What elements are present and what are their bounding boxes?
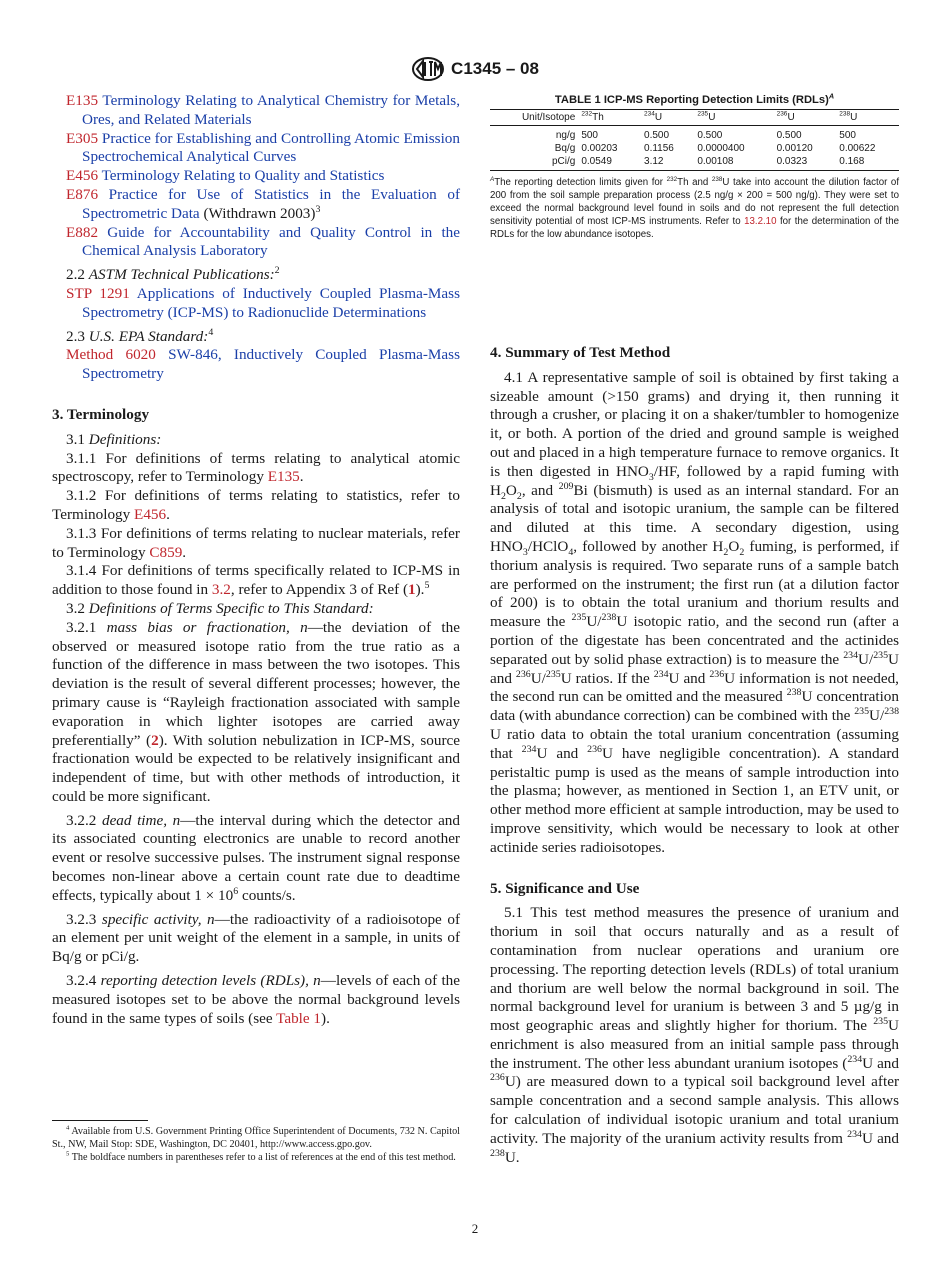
term: dead time, n (101, 811, 181, 829)
table-cell: 0.00108 (694, 155, 773, 171)
link-table-1[interactable]: Table 1 (276, 1009, 322, 1027)
section-title: Definitions: (88, 430, 162, 448)
rdl-table (490, 109, 899, 171)
table-cell: 0.500 (776, 130, 802, 141)
para-text: . (299, 468, 304, 486)
section-num: 3.2.3 (66, 910, 97, 928)
left-column (52, 92, 460, 1028)
note-text: The reporting detection limits given for (494, 177, 667, 188)
ref-code[interactable]: STP 1291 (66, 284, 130, 302)
isotope-mass: 235 (873, 649, 889, 661)
link-c859[interactable]: C859 (149, 543, 183, 561)
isotope-mass: 236 (587, 743, 602, 755)
section-3-1-3 (52, 525, 460, 563)
table-cell: 0.500 (644, 130, 670, 141)
link-3-2[interactable]: 3.2 (211, 581, 231, 599)
subscript: 2 (739, 547, 745, 558)
page-header (0, 56, 950, 82)
section-num: 3.2 (66, 599, 85, 617)
footnote-rule (52, 1120, 148, 1121)
footnote-4 (52, 1125, 460, 1151)
caption-text: TABLE 1 ICP-MS Reporting Detection Limits (RDLs) (554, 94, 829, 106)
section-heading-5: 5. Significance and Use (490, 879, 640, 897)
ref-e882 (52, 224, 460, 262)
row-unit: Bq/g (554, 143, 576, 154)
ref-stp (52, 285, 460, 323)
para-text: U and (861, 1129, 899, 1147)
isotope-mass: 236 (490, 1072, 505, 1084)
col-header (578, 110, 641, 126)
subscript: 2 (500, 490, 506, 502)
para-text: 5.1 This test method measures the presence of uranium and thorium in soil that occurs naturally and as a result of contamination from nuclear operations and uranium ore processing. The reporting detection levels (RDLs) of total uranium and thorium are well below the normal background in soil. The normal background level for uranium is between 3 and 5 µg/g in most geographic areas and slightly higher for thorium. The (490, 904, 899, 1035)
isotope-mass: 232 (666, 175, 678, 183)
para-text: /HF, followed by a rapid fuming with H (490, 462, 899, 499)
section-num: 3.2.4 (66, 972, 97, 990)
page-number: 2 (471, 1221, 479, 1236)
link-e135[interactable]: E135 (267, 468, 300, 486)
para-text: /HClO (527, 537, 569, 555)
section-3-2-4 (52, 972, 460, 1028)
table-cell: 0.0323 (774, 155, 837, 171)
table-cell: 500 (581, 130, 598, 141)
para-text: counts/s. (238, 886, 296, 904)
section-title: ASTM Technical Publications: (88, 266, 275, 284)
col-header (836, 110, 899, 126)
section-4-1 (490, 369, 899, 858)
section-num: 2.2 (66, 266, 85, 284)
para-text: U information is not needed, the second run can be omitted and the measured (490, 669, 899, 706)
col-header (641, 110, 694, 126)
para-text: Bi (bismuth) is used as an internal standard. For an analysis of total and isotopic uranium, the sample can be filtered and diluted at this time. A secondary digestion, using HNO (490, 481, 899, 555)
ref-e305 (52, 130, 460, 168)
para-text: U ratio data to obtain the total uranium concentration (assuming that (490, 725, 899, 762)
ref-code[interactable]: E456 (66, 167, 99, 185)
term: reporting detection levels (RDLs), n (100, 972, 321, 990)
ref-link-1[interactable]: 1 (408, 581, 416, 599)
section-2-3 (52, 328, 460, 347)
ref-epa (52, 346, 460, 384)
astm-logo-icon (411, 56, 445, 82)
para-text: U concentration data (with abundance correction) can be combined with the (490, 688, 899, 725)
term: specific activity, n (101, 910, 215, 928)
para-text: 3.1.3 For definitions of terms relating to nuclear materials, refer to Terminology (52, 524, 460, 561)
para-text: 3.1.2 For definitions of terms relating to statistics, refer to Terminology (52, 487, 460, 523)
isotope-mass: 235 (873, 1016, 889, 1028)
para-text: U/ (858, 650, 874, 668)
isotope-mass: 236 (709, 668, 725, 680)
section-title: U.S. EPA Standard: (88, 327, 209, 345)
para-text: ). (415, 581, 425, 599)
para-text: , and (521, 481, 559, 499)
footnote-num: 5 (66, 1150, 70, 1158)
col-header (694, 110, 773, 126)
section-3-2 (52, 600, 460, 619)
para-text: , followed by another H (573, 537, 724, 555)
isotope-mass: 209 (558, 480, 574, 492)
table-cell: 3.12 (641, 155, 694, 171)
para-text: U and (862, 1054, 899, 1072)
link-e456[interactable]: E456 (134, 505, 167, 523)
isotope-mass: 236 (776, 110, 788, 118)
table-row (490, 155, 899, 171)
footnotes (52, 1120, 460, 1164)
section-num: 3.1 (66, 430, 85, 448)
para-text: U ratios. If the (560, 669, 654, 687)
table-cell: 0.500 (697, 130, 723, 141)
section-3-2-3 (52, 911, 460, 967)
section-num: 3.2.1 (66, 618, 97, 636)
para-text: U) are measured down to a typical soil background level after sample concentration and a second sample analysis. This allows for calculation of individual isotopic uranium and total uranium activity. The majority of the uranium activity results from (490, 1073, 899, 1147)
para-text: U and (536, 744, 588, 762)
para-text: O (505, 481, 517, 499)
para-text: . (182, 543, 187, 561)
isotope-mass: 238 (711, 175, 723, 183)
para-text: U isotopic ratio, and the second run (after a portion of the digestate has been concentrated and the actinides separated out by solid phase extraction) is to measure the (490, 613, 899, 668)
para-text: ). (321, 1009, 330, 1027)
para-text: —levels of each of the measured isotopes set to be above the normal background levels found in the same types of soils (see (52, 972, 461, 1027)
isotope-element: U (787, 112, 795, 123)
subscript: 3 (522, 547, 528, 558)
col-header (774, 110, 837, 126)
ref-e135 (52, 92, 460, 130)
exponent: 6 (233, 885, 239, 897)
isotope-mass: 238 (884, 706, 899, 718)
isotope-mass: 234 (847, 1128, 862, 1140)
isotope-mass: 234 (521, 743, 537, 755)
link-13-2-10[interactable]: 13.2.10 (744, 216, 777, 227)
subscript: 2 (723, 547, 729, 558)
ref-title[interactable]: Terminology Relating to Analytical Chemistry for Metals, Ores, and Related Materials (82, 92, 460, 128)
right-column (490, 344, 899, 1167)
table-cell: 0.168 (836, 155, 899, 171)
isotope-mass: 238 (839, 110, 851, 118)
footnote-mark: 3 (315, 203, 321, 215)
para-text: ). With solution nebulization in ICP-MS, source fractionation would be expected to be relatively insignificant and independent of time, but with other methods of introduction, it could be more significant. (52, 731, 460, 805)
ref-link-2[interactable]: 2 (151, 731, 159, 749)
section-3-2-2 (52, 812, 460, 906)
row-unit: ng/g (555, 130, 576, 141)
table-cell: 500 (839, 130, 856, 141)
para-text: U enrichment is also measured from an initial sample pass through the instrument. The other less abundant uranium isotopes ( (490, 1017, 899, 1072)
section-3-1-2 (52, 487, 460, 525)
subscript: 3 (648, 471, 654, 483)
footnote-5 (52, 1151, 460, 1164)
footnote-mark: 4 (208, 326, 214, 338)
para-text: —the interval during which the detector and its associated counting electronics are unable to record another event or resolve successive pulses. The instrument signal response becomes non-linear above a certain count rate due to deadtime effects, typically about 1 × 10 (52, 811, 460, 904)
row-unit: pCi/g (490, 155, 578, 171)
footnote-text: Available from U.S. Government Printing Office Superintendent of Documents, 732 N. Capitol St., NW, Mail Stop: SDE, Washington, DC 20401, http://www.access.gpo.gov. (52, 1126, 461, 1150)
section-title: Definitions of Terms Specific to This Standard: (88, 599, 374, 617)
isotope-mass: 234 (847, 1053, 863, 1065)
note-text: Th and (677, 177, 712, 188)
para-text: U/ (869, 707, 885, 725)
isotope-mass: 235 (854, 706, 869, 718)
isotope-mass: 234 (843, 649, 859, 661)
footnote-text: The boldface numbers in parentheses refer to a list of references at the end of this test method. (71, 1152, 456, 1163)
para-text: U and (668, 669, 710, 687)
table-cell: 0.0000400 (697, 143, 745, 154)
ref-title[interactable]: Guide for Accountability and Quality Control in the Chemical Analysis Laboratory (82, 223, 460, 260)
section-heading-3: 3. Terminology (52, 405, 150, 423)
para-text: fuming, is performed, if thorium analysis is required. Two separate runs of a sample batch are performed on the instrument; the first run (at a dilution factor of 200) is to obtain the total uranium and thorium results and measure the (490, 537, 899, 631)
section-heading-4: 4. Summary of Test Method (490, 344, 671, 361)
table-cell: 0.1156 (644, 143, 674, 154)
note-text: U take into account the dilution factor of 200 from the soil sample preparation process (2.5 ng/g × 200 = 500 ng/g). They were set to exceed the normal background level found in soils and do not represent the full detection sensitivity potential of most ICP-MS instruments. Refer to (490, 177, 900, 227)
col-header: Unit/Isotope (490, 110, 578, 126)
table-note (490, 176, 899, 241)
isotope-mass: 235 (545, 668, 561, 680)
para-text: 3.1.4 For definitions of terms specifically related to ICP-MS in addition to those found in (52, 562, 460, 599)
ref-title[interactable]: Applications of Inductively Coupled Plasma-Mass Spectrometry (ICP-MS) to Radionuclide Determinations (82, 284, 460, 321)
section-3-2-1 (52, 619, 460, 807)
ref-title[interactable]: Practice for Use of Statistics in the Evaluation of Spectrometric Data (82, 185, 461, 222)
caption-note-mark: A (828, 91, 835, 101)
footnote-num: 4 (66, 1124, 70, 1132)
term: mass bias or fractionation, n (106, 618, 308, 636)
section-num: 3.2.2 (66, 811, 97, 829)
ref-code[interactable]: E135 (66, 92, 99, 109)
note-text: for the determination of the RDLs for the low abundance isotopes. (490, 216, 899, 240)
isotope-element: U (850, 112, 858, 123)
para-text: 3.1.1 For definitions of terms relating to analytical atomic spectroscopy, refer to Terminology (52, 449, 460, 486)
para-text: U/ (530, 669, 546, 687)
ref-note: (Withdrawn 2003) (199, 204, 316, 222)
isotope-mass: 238 (601, 612, 617, 624)
ref-code[interactable]: E882 (66, 223, 99, 241)
ref-title[interactable]: Practice for Establishing and Controlling Atomic Emission Spectrochemical Analytical Curves (82, 129, 460, 166)
table-row (490, 126, 899, 143)
subscript: 2 (516, 490, 522, 502)
table-header-row (490, 110, 899, 126)
para-text: U/ (586, 613, 602, 631)
isotope-element: U (654, 112, 663, 123)
ref-e456 (52, 167, 460, 186)
section-3-1 (52, 431, 460, 450)
isotope-mass: 238 (786, 687, 802, 699)
isotope-mass: 235 (571, 612, 587, 624)
section-num: 2.3 (66, 327, 85, 345)
ref-e876 (52, 186, 460, 224)
note-label: A (490, 175, 495, 183)
ref-title[interactable]: Terminology Relating to Quality and Statistics (101, 167, 385, 185)
table-row (490, 142, 899, 155)
para-text: U and (490, 650, 899, 687)
subscript: 4 (568, 547, 574, 558)
ref-code[interactable]: E305 (66, 129, 99, 147)
table-cell: 0.00120 (776, 143, 813, 154)
table-cell: 0.00203 (581, 143, 618, 154)
para-text: 4.1 A representative sample of soil is obtained by first taking a sizeable amount (>150 grams) and drying it, then running it through a crusher, or placing it on a shaker/tumbler to homogenize it, or both. A portion of the dried and ground sample is weighed out and placed in a high temperature furnace to remove organics. It is then digested in HNO (490, 368, 899, 480)
isotope-mass: 236 (515, 668, 531, 680)
para-text: U. (504, 1148, 520, 1166)
isotope-element: U (708, 112, 716, 123)
isotope-mass: 238 (490, 1147, 505, 1159)
para-text: —the radioactivity of a radioisotope of an element per unit weight of the element in a sample, in units of Bq/g or pCi/g. (52, 910, 460, 966)
section-3-1-4 (52, 562, 460, 600)
para-text: , refer to Appendix 3 of Ref ( (230, 581, 409, 599)
para-text: O (728, 537, 740, 555)
para-text: U have negligible concentration). A standard peristaltic pump is used as the means of sample introduction into the plasma; however, as mentioned in Section 1, an ETV unit, or other method more efficient at sample introduction, may be used to improve sensitivity, which would be necessary to look at other actinide series radioisotopes. (490, 744, 899, 856)
section-5-1 (490, 904, 899, 1167)
table-caption (490, 91, 899, 106)
isotope-mass: 234 (653, 668, 669, 680)
footnote-mark: 5 (424, 580, 430, 592)
ref-code[interactable]: E876 (66, 185, 99, 203)
isotope-element: Th (592, 112, 604, 123)
table-cell: 0.0549 (578, 155, 641, 171)
section-3-1-1 (52, 450, 460, 488)
para-text: . (166, 505, 170, 523)
isotope-mass: 234 (644, 110, 655, 118)
table-1 (490, 91, 900, 241)
table-cell: 0.00622 (839, 143, 876, 154)
para-text: —the deviation of the observed or measured isotope ratio from the true ratio as a function of the difference in mass between the two isotopes. This deviation is the result of several different processes; however, the primary cause is “Rayleigh fractionation associated with sample evaporation in which lighter isotopes are carried away preferentially” ( (52, 618, 460, 749)
section-2-2 (52, 266, 460, 285)
ref-title[interactable]: SW-846, Inductively Coupled Plasma-Mass Spectrometry (82, 346, 460, 383)
isotope-mass: 235 (697, 110, 709, 118)
footnote-mark: 2 (274, 265, 280, 277)
ref-code[interactable]: Method 6020 (66, 346, 156, 364)
isotope-mass: 232 (581, 110, 593, 118)
designation: C1345 – 08 (451, 59, 539, 78)
